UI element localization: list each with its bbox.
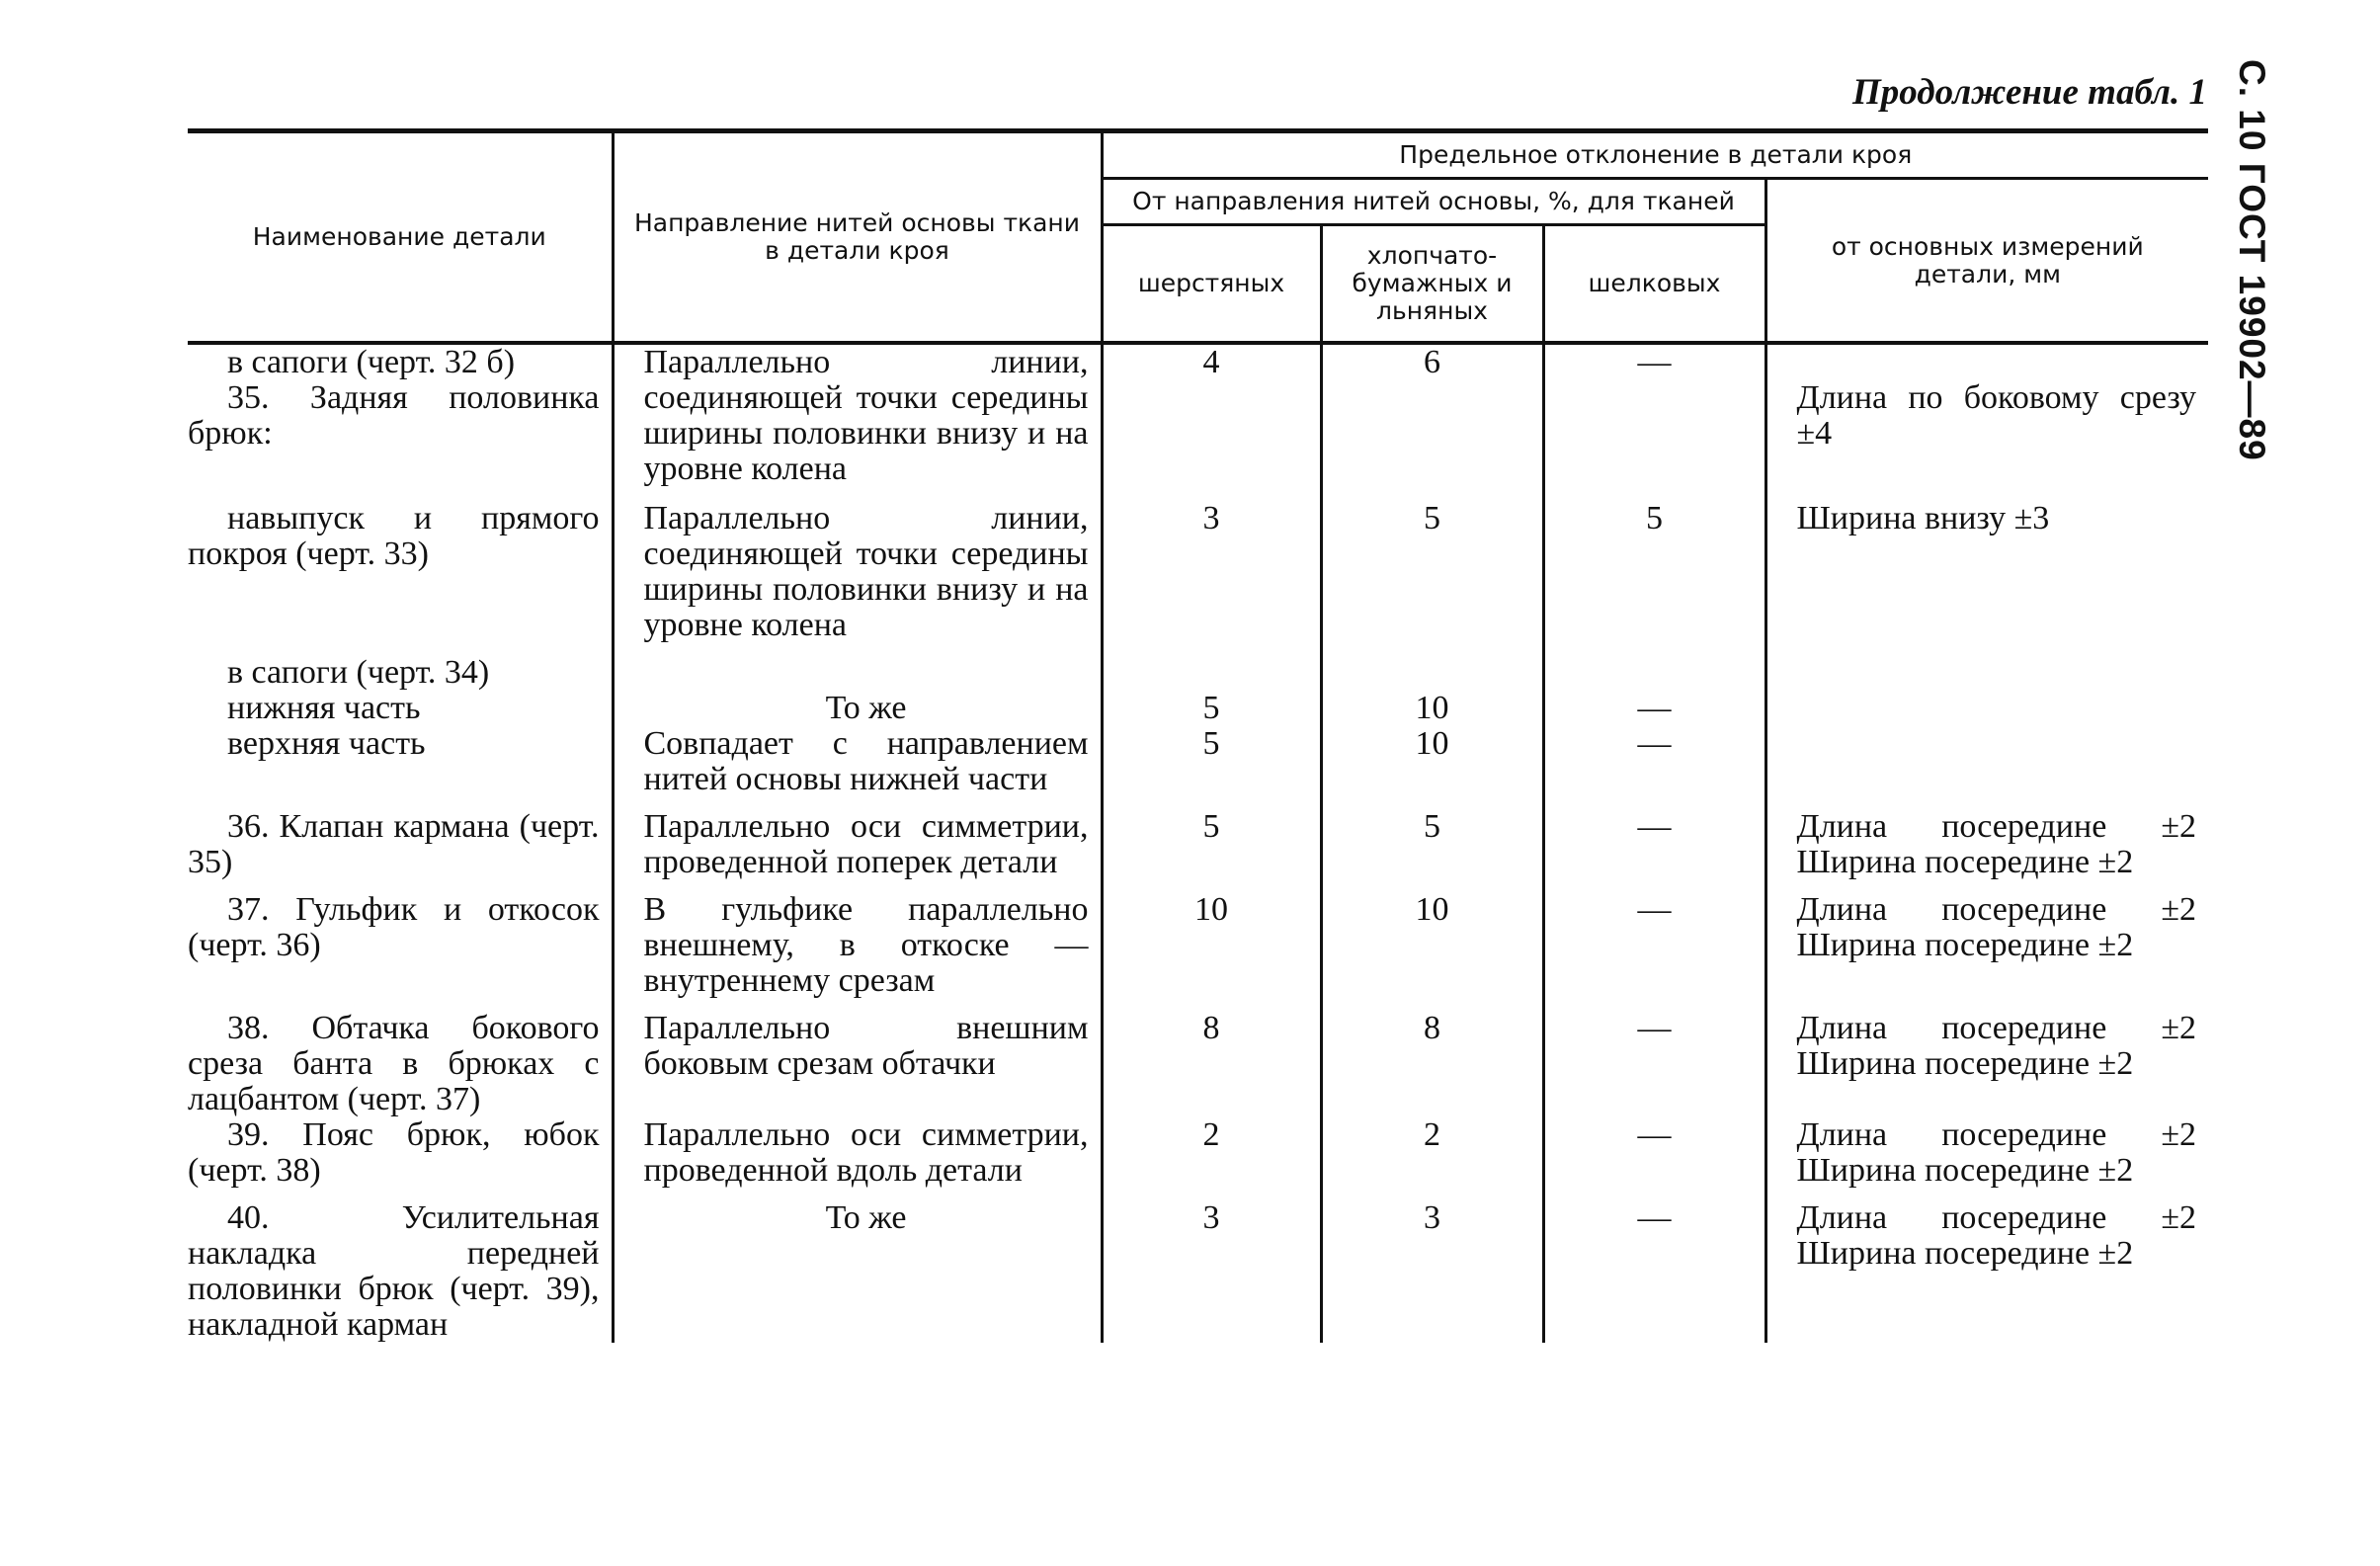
row-name: 38. Обтачка бокового среза банта в брюках с лацбантом (черт. 37) <box>188 1010 600 1117</box>
table-row <box>188 501 2208 655</box>
row-direction: То же <box>825 1199 907 1236</box>
header-direction: Направление нитей основы ткани в детали кроя <box>613 131 1102 344</box>
row-silk: — <box>1543 892 1765 1011</box>
table-row <box>188 380 2208 501</box>
row-measure: Ширина внизу ±3 <box>1796 500 2050 536</box>
row-name: верхняя часть <box>227 725 426 762</box>
header-measurements: от основных измерений детали, мм <box>1765 179 2208 344</box>
row-direction: То же <box>825 690 907 726</box>
row-wool: 10 <box>1102 892 1321 1011</box>
row-measure <box>1765 343 2208 380</box>
row-measure <box>1765 655 2208 691</box>
header-deviation-group: Предельное отклонение в детали кроя <box>1102 131 2208 179</box>
running-head <box>2228 59 2317 573</box>
row-measure <box>1765 726 2208 809</box>
row-direction: Совпадает с направлением нитей основы нижней части <box>613 726 1102 809</box>
row-direction: Параллельно внешним боковым срезам обтачки <box>613 1011 1102 1117</box>
row-wool: 5 <box>1102 809 1321 892</box>
deviation-table <box>188 128 2208 1343</box>
row-wool: 3 <box>1102 1200 1321 1343</box>
row-name: в сапоги (черт. 32 б) <box>227 344 516 380</box>
row-measure: Длина посередине ±2 Ширина посередине ±2 <box>1796 1116 2197 1189</box>
row-silk: — <box>1543 726 1765 809</box>
header-name: Наименование детали <box>188 131 613 344</box>
row-measure: Длина по боковому срезу ±4 <box>1796 379 2197 452</box>
row-name: 35. Задняя половинка брюк: <box>188 379 600 452</box>
row-cotton: 10 <box>1321 726 1543 809</box>
row-name: 40. Усилительная накладка передней половинки брюк (черт. 39), накладной карман <box>188 1199 600 1343</box>
row-wool <box>1102 655 1321 691</box>
row-wool: 5 <box>1102 691 1321 726</box>
row-name: нижняя часть <box>227 690 421 726</box>
table-row <box>188 809 2208 892</box>
table-row <box>188 343 2208 380</box>
row-cotton: 5 <box>1321 501 1543 655</box>
table-row <box>188 1200 2208 1343</box>
row-wool: 8 <box>1102 1011 1321 1117</box>
row-wool: 3 <box>1102 501 1321 655</box>
row-direction <box>613 655 1102 691</box>
row-measure: Длина посередине ±2 Ширина посередине ±2 <box>1796 1010 2197 1082</box>
row-direction: Параллельно оси симметрии, проведенной поперек детали <box>613 809 1102 892</box>
header-wool: шерстяных <box>1102 225 1321 344</box>
table-row <box>188 892 2208 1011</box>
row-silk <box>1543 655 1765 691</box>
table-row <box>188 1011 2208 1117</box>
table-row <box>188 655 2208 691</box>
row-measure <box>1765 691 2208 726</box>
row-measure: Длина посередине ±2 Ширина посередине ±2 <box>1796 1199 2197 1272</box>
row-wool: 2 <box>1102 1117 1321 1200</box>
row-cotton: 10 <box>1321 691 1543 726</box>
row-cotton: 3 <box>1321 1200 1543 1343</box>
table-row <box>188 726 2208 809</box>
row-name: 39. Пояс брюк, юбок (черт. 38) <box>188 1116 600 1189</box>
row-silk: — <box>1543 809 1765 892</box>
row-cotton: 2 <box>1321 1117 1543 1200</box>
row-name: 37. Гульфик и откосок (черт. 36) <box>188 891 600 963</box>
row-measure: Длина посередине ±2 Ширина посередине ±2 <box>1796 808 2197 880</box>
row-direction: Параллельно оси симметрии, проведенной вдоль детали <box>613 1117 1102 1200</box>
row-cotton: 6 <box>1321 343 1543 380</box>
row-silk: — <box>1543 691 1765 726</box>
row-wool: 5 <box>1102 726 1321 809</box>
row-direction: Параллельно линии, соединяющей точки середины ширины половинки внизу и на уровне колена <box>613 343 1102 501</box>
header-warp-group: От направления нитей основы, %, для тканей <box>1102 179 1765 225</box>
row-name: 36. Клапан кармана (черт. 35) <box>188 808 600 880</box>
row-cotton <box>1321 655 1543 691</box>
row-wool: 4 <box>1102 343 1321 380</box>
row-silk: — <box>1543 1200 1765 1343</box>
header-cotton-linen: хлопчато-бумажных и льняных <box>1321 225 1543 344</box>
row-silk <box>1543 380 1765 501</box>
table-row <box>188 691 2208 726</box>
row-silk: 5 <box>1543 501 1765 655</box>
row-measure: Длина посередине ±2 Ширина посередине ±2 <box>1796 891 2197 963</box>
row-cotton: 10 <box>1321 892 1543 1011</box>
row-cotton: 8 <box>1321 1011 1543 1117</box>
row-name: в сапоги (черт. 34) <box>227 654 490 691</box>
row-wool <box>1102 380 1321 501</box>
header-silk: шелковых <box>1543 225 1765 344</box>
table-row <box>188 1117 2208 1200</box>
row-cotton: 5 <box>1321 809 1543 892</box>
row-direction: В гульфике параллельно внешнему, в откоске — внутреннему срезам <box>613 892 1102 1011</box>
row-silk: — <box>1543 343 1765 380</box>
row-silk: — <box>1543 1011 1765 1117</box>
row-direction: Параллельно линии, соединяющей точки середины ширины половинки внизу и на уровне колена <box>613 501 1102 655</box>
row-cotton <box>1321 380 1543 501</box>
running-head-text: С. 10 ГОСТ 19902—89 <box>2232 59 2272 461</box>
row-silk: — <box>1543 1117 1765 1200</box>
table-continuation-label: Продолжение табл. 1 <box>1852 72 2207 113</box>
row-name: навыпуск и прямого покроя (черт. 33) <box>188 500 600 572</box>
